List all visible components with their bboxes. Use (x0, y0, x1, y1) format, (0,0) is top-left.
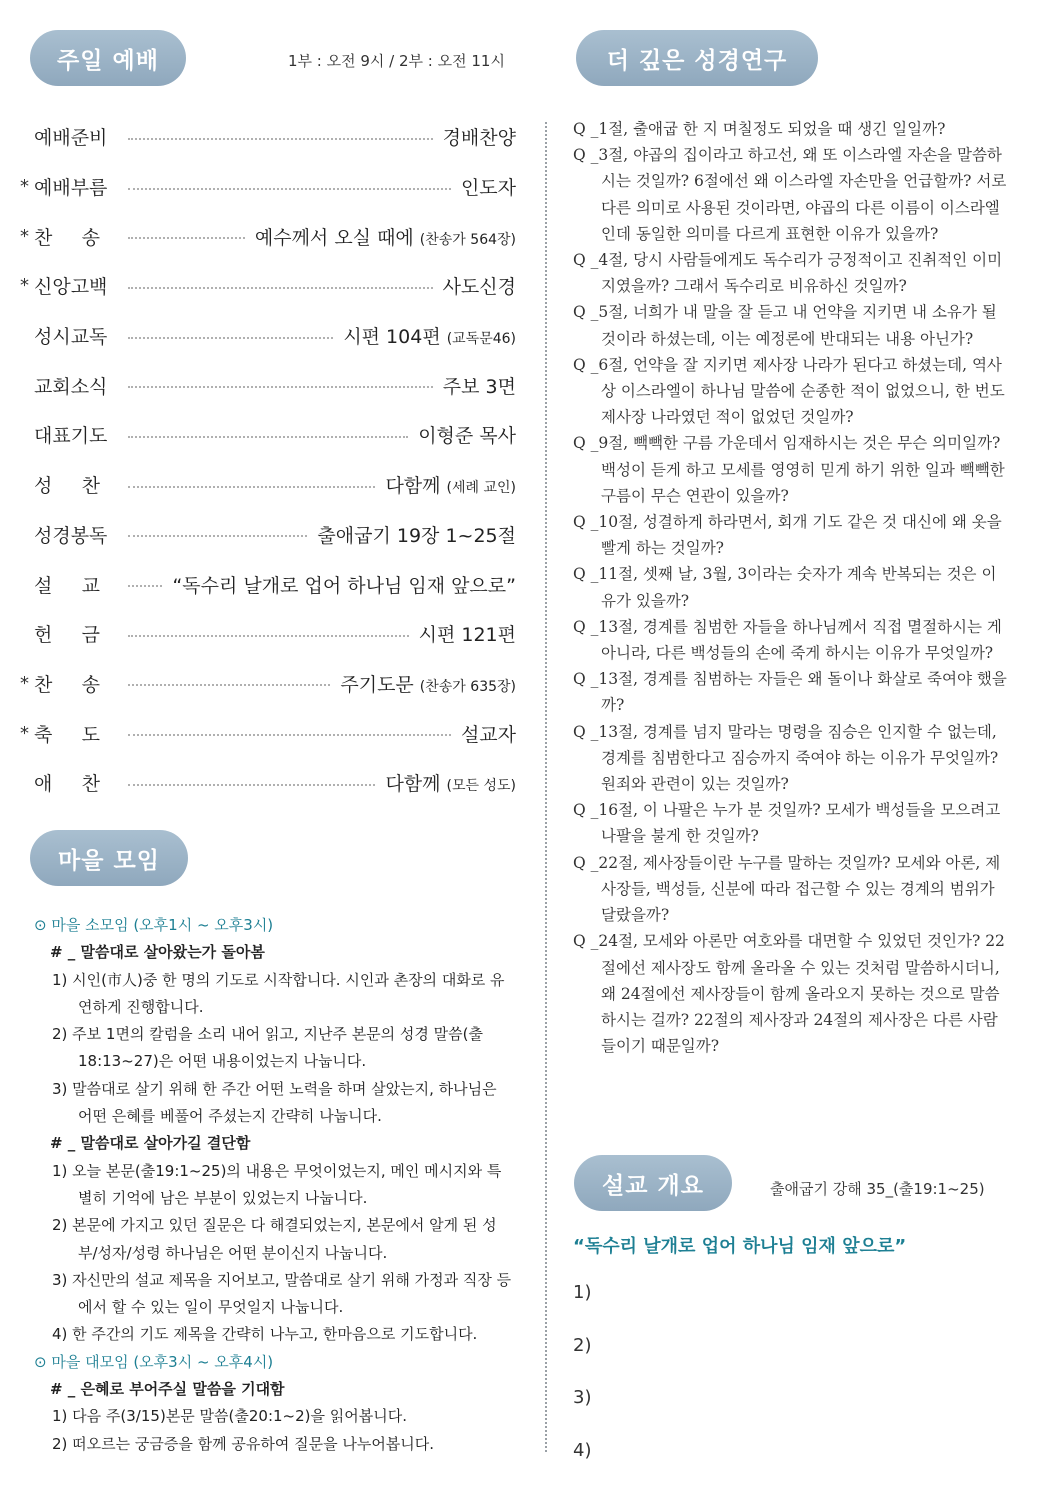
order-label: 예배부름 (34, 177, 108, 200)
order-label (34, 471, 100, 498)
order-leader-dots (128, 436, 408, 438)
worship-order-row (20, 261, 516, 311)
order-value (385, 471, 516, 498)
order-value-note: (세례 교인) (446, 480, 516, 497)
order-leader-dots (128, 337, 333, 339)
order-value-text: 주보 3면 (442, 375, 516, 398)
order-label: 대표기도 (34, 425, 108, 448)
sermon-point: 2) (573, 1334, 592, 1356)
village-list-item: 2) 떠오르는 궁금증을 함께 공유하여 질문을 나누어봅니다. (52, 1434, 435, 1453)
order-label-char: 찬 (81, 773, 100, 796)
order-value (385, 769, 516, 796)
order-star: * (20, 672, 29, 694)
worship-order-row (20, 659, 516, 709)
order-value (418, 421, 516, 448)
order-star: * (20, 225, 29, 247)
sermon-header (574, 1155, 732, 1211)
order-value (255, 223, 516, 250)
order-label-char: 헌 (34, 624, 53, 647)
worship-header (30, 30, 186, 86)
order-leader-dots (128, 535, 307, 537)
order-value-text: 출애굽기 19장 1~25절 (317, 524, 516, 547)
small-group-sub2: # _ 말씀대로 살아가길 결단함 (50, 1134, 251, 1153)
village-list-item: 1) 시인(市人)중 한 명의 기도로 시작합니다. 시인과 촌장의 대화로 유연하게 진행합니다. (52, 970, 505, 1016)
worship-order-row (20, 460, 516, 510)
order-label-char: 애 (34, 773, 53, 796)
order-value-text: “독수리 날개로 업어 하나님 임재 앞으로” (172, 574, 516, 597)
order-value (461, 720, 516, 747)
order-value-text: 시편 121편 (418, 624, 516, 647)
order-leader-dots (128, 486, 375, 488)
order-label: 예배준비 (34, 127, 108, 150)
order-label-char: 교 (81, 574, 100, 597)
order-leader-dots (128, 734, 451, 736)
order-label (34, 620, 100, 647)
study-header (576, 30, 818, 86)
study-header-label: 더 깊은 성경연구 (606, 47, 788, 74)
order-label-char: 찬 (81, 475, 100, 498)
order-label (34, 670, 100, 697)
study-question: Q _13절, 경계를 침범하는 자들은 왜 돌이나 화살로 죽여야 했을까? (573, 670, 1007, 715)
order-label-char: 금 (81, 624, 100, 647)
study-question: Q _1절, 출애굽 한 지 며칠정도 되었을 때 생긴 일일까? (573, 120, 946, 138)
order-label-char: 송 (81, 673, 100, 696)
sermon-point: 3) (573, 1387, 592, 1408)
sermon-point: 4) (573, 1439, 592, 1461)
worship-times: 1부 : 오전 9시 / 2부 : 오전 11시 (288, 52, 505, 70)
order-label-char: 설 (34, 574, 53, 597)
order-value (443, 372, 516, 399)
order-label: 교회소식 (34, 375, 108, 398)
order-value-text: 이형준 목사 (418, 425, 516, 448)
worship-order-row (20, 311, 516, 361)
order-value (317, 521, 516, 548)
order-value-note: (교독문46) (446, 331, 516, 348)
village-list-item: 1) 다음 주(3/15)본문 말씀(출20:1~2)을 읽어봅니다. (52, 1407, 407, 1426)
worship-order-row (20, 360, 516, 410)
sermon-header-label: 설교 개요 (602, 1172, 704, 1199)
order-label-char: 찬 (34, 673, 53, 696)
study-question: Q _13절, 경계를 침범한 자들을 하나님께서 직접 멸절하시는 게 아니라, 다른 백성들의 손에 죽게 하시는 이유가 무엇일까? (573, 617, 1002, 663)
worship-order-row (20, 708, 516, 758)
village-header-label: 마을 모임 (58, 847, 160, 874)
study-question: Q _6절, 언약을 잘 지키면 제사장 나라가 된다고 하셨는데, 역사상 이스라엘이 하나님 말씀에 순종한 적이 없었으니, 한 번도 제사장 나라였던 적이 없었던 것일까? (573, 355, 1005, 427)
village-list-item: 4) 한 주간의 기도 제목을 간략히 나누고, 한마음으로 기도합니다. (52, 1325, 478, 1344)
order-value (172, 571, 516, 598)
large-group-title: ⊙ 마을 대모임 (오후3시 ~ 오후4시) (34, 1352, 274, 1371)
order-value-text: 예수께서 오실 때에 (254, 226, 414, 249)
order-leader-dots (128, 635, 409, 637)
worship-order-row (20, 758, 516, 808)
order-value (461, 173, 516, 200)
study-question: Q _22절, 제사장들이란 누구를 말하는 것일까? 모세와 아론, 제사장들, 백성들, 신분에 따라 접근할 수 있는 경계의 범위가 달랐을까? (573, 853, 1001, 925)
order-leader-dots (128, 585, 162, 587)
study-question-list (573, 116, 1011, 1059)
study-question: Q _16절, 이 나팔은 누가 분 것일까? 모세가 백성들을 모으려고 나팔을 불게 한 것일까? (573, 801, 1001, 846)
study-question: Q _10절, 성결하게 하라면서, 회개 기도 같은 것 대신에 왜 옷을 빨게 하는 것일까? (573, 513, 1002, 558)
worship-order-row (20, 559, 516, 609)
order-leader-dots (128, 188, 451, 190)
order-star: * (20, 722, 29, 744)
order-value (443, 272, 516, 299)
small-group-items1 (34, 967, 514, 1131)
study-question: Q _3절, 야곱의 집이라고 하고선, 왜 또 이스라엘 자손을 말씀하시는 것일까? 6절에선 왜 이스라엘 자손만을 언급할까? 서로 다른 의미로 사용된 것이라면, 야곱의 다른 이름이 이스라엘인데 동일한 의미를 다르게 표현한 이유가 있을까? (573, 146, 1007, 243)
village-list-item: 3) 말씀대로 살기 위해 한 주간 어떤 노력을 하며 살았는지, 하나님은 어떤 은혜를 베풀어 주셨는지 간략히 나눕니다. (52, 1079, 497, 1126)
order-leader-dots (128, 784, 375, 786)
order-value-text: 경배찬양 (442, 127, 516, 150)
order-value-text: 다함께 (385, 475, 441, 498)
worship-order-row (20, 211, 516, 261)
order-value-text: 인도자 (460, 177, 516, 200)
order-leader-dots (128, 138, 433, 140)
order-label-char: 송 (81, 226, 100, 249)
village-header (30, 830, 188, 886)
order-leader-dots (128, 287, 433, 289)
order-label: 신앙고백 (34, 276, 108, 299)
order-star: * (20, 275, 29, 297)
order-label-char: 도 (81, 723, 100, 746)
worship-order-row (20, 112, 516, 162)
worship-order-row (20, 410, 516, 460)
worship-order-row (20, 510, 516, 560)
order-value (443, 123, 516, 150)
worship-header-label: 주일 예배 (57, 47, 159, 74)
study-question: Q _9절, 빽빽한 구름 가운데서 임재하시는 것은 무슨 의미일까? 백성이 듣게 하고 모세를 영영히 믿게 하기 위한 일과 빽빽한 구름이 무슨 연관이 있을까? (573, 434, 1005, 505)
order-label (34, 571, 100, 598)
village-list-item: 3) 자신만의 설교 제목을 지어보고, 말씀대로 살기 위해 가정과 직장 등에서 할 수 있는 일이 무엇일지 나눕니다. (52, 1270, 512, 1317)
worship-order-row (20, 609, 516, 659)
large-group-items (34, 1403, 514, 1458)
order-label: 성경봉독 (34, 524, 108, 547)
large-group-sub: # _ 은혜로 부어주실 말씀을 기대함 (50, 1380, 285, 1399)
column-divider (545, 122, 547, 1452)
study-question: Q _5절, 너희가 내 말을 잘 듣고 내 언약을 지키면 내 소유가 될 것이라 하셨는데, 이는 예정론에 반대되는 내용 아닌가? (573, 303, 997, 348)
study-question: Q _24절, 모세와 아론만 여호와를 대면할 수 있었던 것인가? 22절에선 제사장도 함께 올라올 수 있는 것처럼 말씀하시더니, 왜 24절에선 제사장들이 함께 올라오지 못하는 것으로 말씀하시는 걸까? 22절의 제사장과 24절의 제사장은 다른 사람들이기 때문일까? (573, 932, 1005, 1056)
order-leader-dots (128, 386, 433, 388)
village-list-item: 1) 오늘 본문(출19:1~25)의 내용은 무엇이었는지, 메인 메시지와 특별히 기억에 남은 부분이 있었는지 나눕니다. (52, 1161, 502, 1207)
study-question: Q _13절, 경계를 넘지 말라는 명령을 짐승은 인지할 수 없는데, 경계를 침범한다고 짐승까지 죽여야 하는 이유가 무엇일까? 원죄와 관련이 있는 것일까? (573, 722, 999, 794)
order-label: 성시교독 (34, 326, 108, 349)
order-value-note: (모든 성도) (446, 778, 516, 795)
sermon-title: “독수리 날개로 업어 하나님 임재 앞으로” (573, 1236, 907, 1257)
worship-order-row (20, 162, 516, 212)
order-value-text: 다함께 (385, 773, 441, 796)
order-star: * (20, 176, 29, 198)
order-label (34, 769, 100, 796)
order-leader-dots (128, 237, 245, 239)
order-label (34, 720, 100, 747)
village-list-item: 2) 주보 1면의 칼럼을 소리 내어 읽고, 지난주 본문의 성경 말씀(출18:13~27)은 어떤 내용이었는지 나눕니다. (52, 1025, 484, 1071)
order-label (34, 223, 100, 250)
order-value (419, 620, 516, 647)
order-value-text: 사도신경 (442, 276, 516, 299)
order-value-text: 주기도문 (340, 673, 414, 696)
order-value (340, 670, 516, 697)
sermon-reference: 출애굽기 강해 35_(출19:1~25) (770, 1180, 985, 1198)
order-value-text: 시편 104편 (343, 326, 441, 349)
sermon-points (573, 1282, 591, 1492)
order-label-char: 성 (34, 475, 53, 498)
sermon-point: 1) (573, 1282, 592, 1303)
village-section (34, 912, 514, 1458)
order-label-char: 찬 (34, 226, 53, 249)
village-list-item: 2) 본문에 가지고 있던 질문은 다 해결되었는지, 본문에서 알게 된 성부/성자/성령 하나님은 어떤 분이신지 나눕니다. (52, 1216, 497, 1262)
worship-order-list (20, 112, 516, 808)
order-leader-dots (128, 684, 330, 686)
order-value-note: (찬송가 564장) (419, 231, 516, 248)
order-value-text: 설교자 (460, 723, 516, 746)
small-group-sub1: # _ 말씀대로 살아왔는가 돌아봄 (50, 943, 265, 962)
small-group-items2 (34, 1158, 514, 1349)
order-value-note: (찬송가 635장) (419, 678, 516, 695)
small-group-title: ⊙ 마을 소모임 (오후1시 ~ 오후3시) (34, 916, 274, 934)
study-question: Q _4절, 당시 사람들에게도 독수리가 긍정적이고 진취적인 이미지였을까? 그래서 독수리로 비유하신 것일까? (573, 251, 1003, 296)
order-value (343, 322, 516, 349)
order-label-char: 축 (34, 723, 53, 746)
study-question: Q _11절, 셋째 날, 3월, 3이라는 숫자가 계속 반복되는 것은 이유가 있을까? (573, 565, 997, 610)
